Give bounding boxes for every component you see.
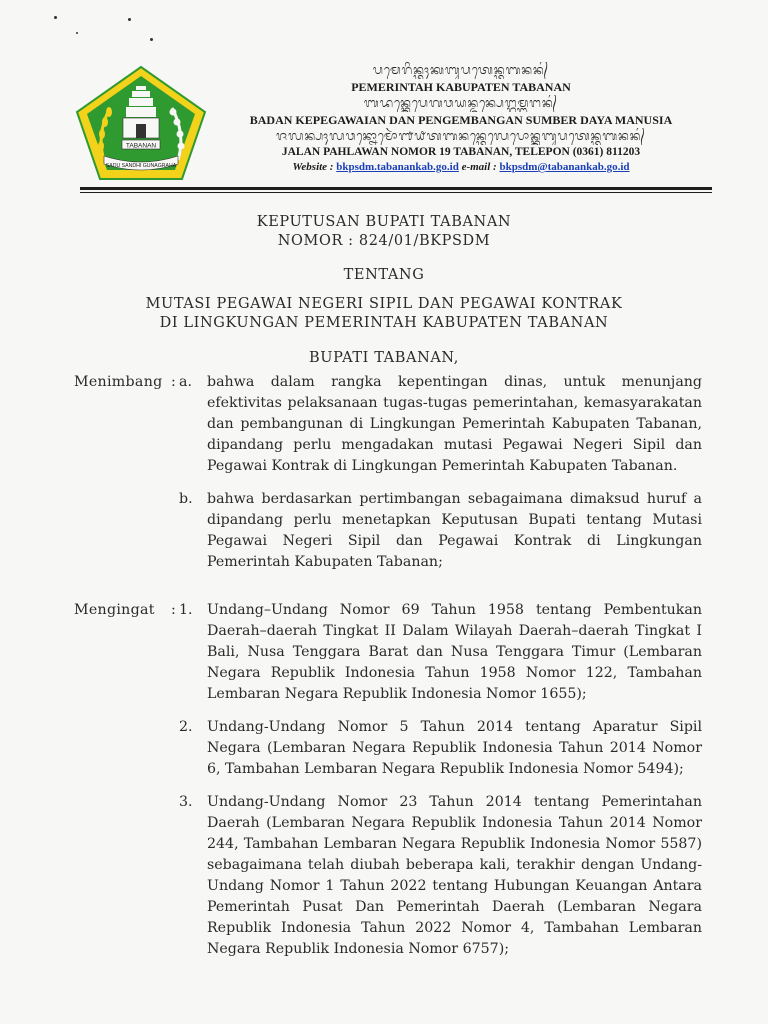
item-text: bahwa berdasarkan pertimbangan sebagaimana dimaksud huruf a dipandang perlu menetapkan Keputusan Bupati tentang Mutasi Pegawai Negeri Sipil dan Pegawai Kontrak di Lingkungan Pemerintah Kabupaten Tabanan; <box>207 491 702 570</box>
tabanan-regency-logo <box>74 64 208 182</box>
subject-line-1: MUTASI PEGAWAI NEGERI SIPIL DAN PEGAWAI KONTRAK <box>145 296 623 312</box>
item-text: Undang-Undang Nomor 23 Tahun 2014 tentang Pemerintahan Daerah (Lembaran Negara Republik Indonesia Tahun 2014 Nomor 244, Tambahan Lembaran Negara Republik Indonesia Nomor 5587) sebagaimana telah diubah beberapa kali, terakhir dengan Undang-Undang Nomor 1 Tahun 2022 tentang Hubungan Keuangan Antara Pemerintah Pusat Dan Pemerintah Daerah (Lembaran Negara Republik Indonesia Tahun 2022 Nomor 4, Tambahan Lembaran Negara Republik Indonesia Nomor 6757); <box>207 794 702 957</box>
item-text: bahwa dalam rangka kepentingan dinas, untuk menunjang efektivitas pelaksanaan tugas-tugas pemerintahan, kemasyarakatan dan pembangunan di Lingkungan Pemerintah Kabupaten Tabanan, dipandang perlu mengadakan mutasi Pegawai Negeri Sipil dan Pegawai Kontrak di Lingkungan Pemerintah Kabupaten Tabanan. <box>207 374 702 474</box>
website-label: Website : <box>292 161 334 173</box>
item-marker: 1. <box>179 602 193 618</box>
website-link[interactable]: bkpsdm.tabanankab.go.id <box>336 161 459 173</box>
government-name: PEMERINTAH KABUPATEN TABANAN <box>351 80 571 94</box>
balinese-script-line: ᬧᬫᬾᬭᬶᬦ᭄ᬢᬄᬓᬩᬸᬧᬢᬾᬦ᭄ᬢᬩᬦᬦ᭄ <box>372 63 550 77</box>
email-label: e-mail : <box>461 161 497 173</box>
decree-number: NOMOR : 824/01/BKPSDM <box>277 233 491 249</box>
item-text: Undang–Undang Nomor 69 Tahun 1958 tentang Pembentukan Daerah–daerah Tingkat II Dalam Wilayah Daerah–daerah Tingkat I Bali, Nusa Tenggara Barat dan Nusa Tenggara Timur (Lembaran Negara Republik Indonesia Tahun 1958 Nomor 122, Tambahan Lembaran Negara Republik Indonesia Nomor 1655); <box>207 602 702 702</box>
letterhead <box>216 62 706 174</box>
list-item-menimbang-a <box>0 372 768 477</box>
scan-speck <box>54 16 57 19</box>
decree-title: KEPUTUSAN BUPATI TABANAN <box>256 214 512 230</box>
item-marker: b. <box>179 491 193 507</box>
official-title: BUPATI TABANAN, <box>309 350 459 366</box>
item-marker: 3. <box>179 794 193 810</box>
agency-name: BADAN KEPEGAWAIAN DAN PENGEMBANGAN SUMBER DAYA MANUSIA <box>249 113 673 127</box>
decree-body <box>0 372 768 960</box>
item-text: Undang-Undang Nomor 5 Tahun 2014 tentang Aparatur Sipil Negara (Lembaran Negara Republik Indonesia Tahun 2014 Nomor 6, Tambahan Lembaran Negara Republik Indonesia Nomor 5494); <box>207 719 702 777</box>
section-colon: : <box>171 374 176 390</box>
letterhead-divider-thick <box>80 187 712 190</box>
list-item-mengingat-2 <box>0 717 768 780</box>
item-marker: 2. <box>179 719 193 735</box>
list-item-mengingat-1 <box>0 600 768 705</box>
list-item-mengingat-3 <box>0 792 768 960</box>
subject-line-2: DI LINGKUNGAN PEMERINTAH KABUPATEN TABANAN <box>159 315 609 331</box>
letterhead-divider-thin <box>80 192 712 193</box>
logo-motto: SADU SANDHI GUNAGRAHA <box>105 163 177 169</box>
section-label-mengingat: Mengingat <box>74 602 155 618</box>
contact-line <box>216 160 706 174</box>
scan-speck <box>150 38 153 41</box>
list-item-menimbang-b <box>0 489 768 573</box>
scan-speck <box>128 18 131 21</box>
section-colon: : <box>171 602 176 618</box>
section-label-menimbang: Menimbang <box>74 374 163 390</box>
email-link[interactable]: bkpsdm@tabanankab.go.id <box>499 161 630 173</box>
balinese-script-line: ᬩᬤᬦ᭄ᬓᬾᬧᬾᬕᬯᬬᬦ᭄ᬤᬦ᭄ᬧᬾᬗ᭄ᬕᬫ᭄ᬩᬗᬦ᭄ <box>364 96 558 110</box>
item-marker: a. <box>179 374 192 390</box>
logo-text: TABANAN <box>125 142 157 150</box>
scan-speck <box>76 32 78 34</box>
about-label: TENTANG <box>343 267 425 283</box>
balinese-script-line: ᬚᬮᬦ᭄ᬧᬄᬮᬯᬦ᭄ᬦᭀᬫᭀᬃ᭑᭙ᬢᬩᬦᬦ᭄ᬢᬾᬮᬾᬧᭀᬦ᭄ᬓᬸᬩᬸᬧᬢᬾᬦ᭄ᬢᬩᬦᬦ᭄ <box>276 129 646 143</box>
office-address: JALAN PAHLAWAN NOMOR 19 TABANAN, TELEPON (0361) 811203 <box>281 146 641 158</box>
